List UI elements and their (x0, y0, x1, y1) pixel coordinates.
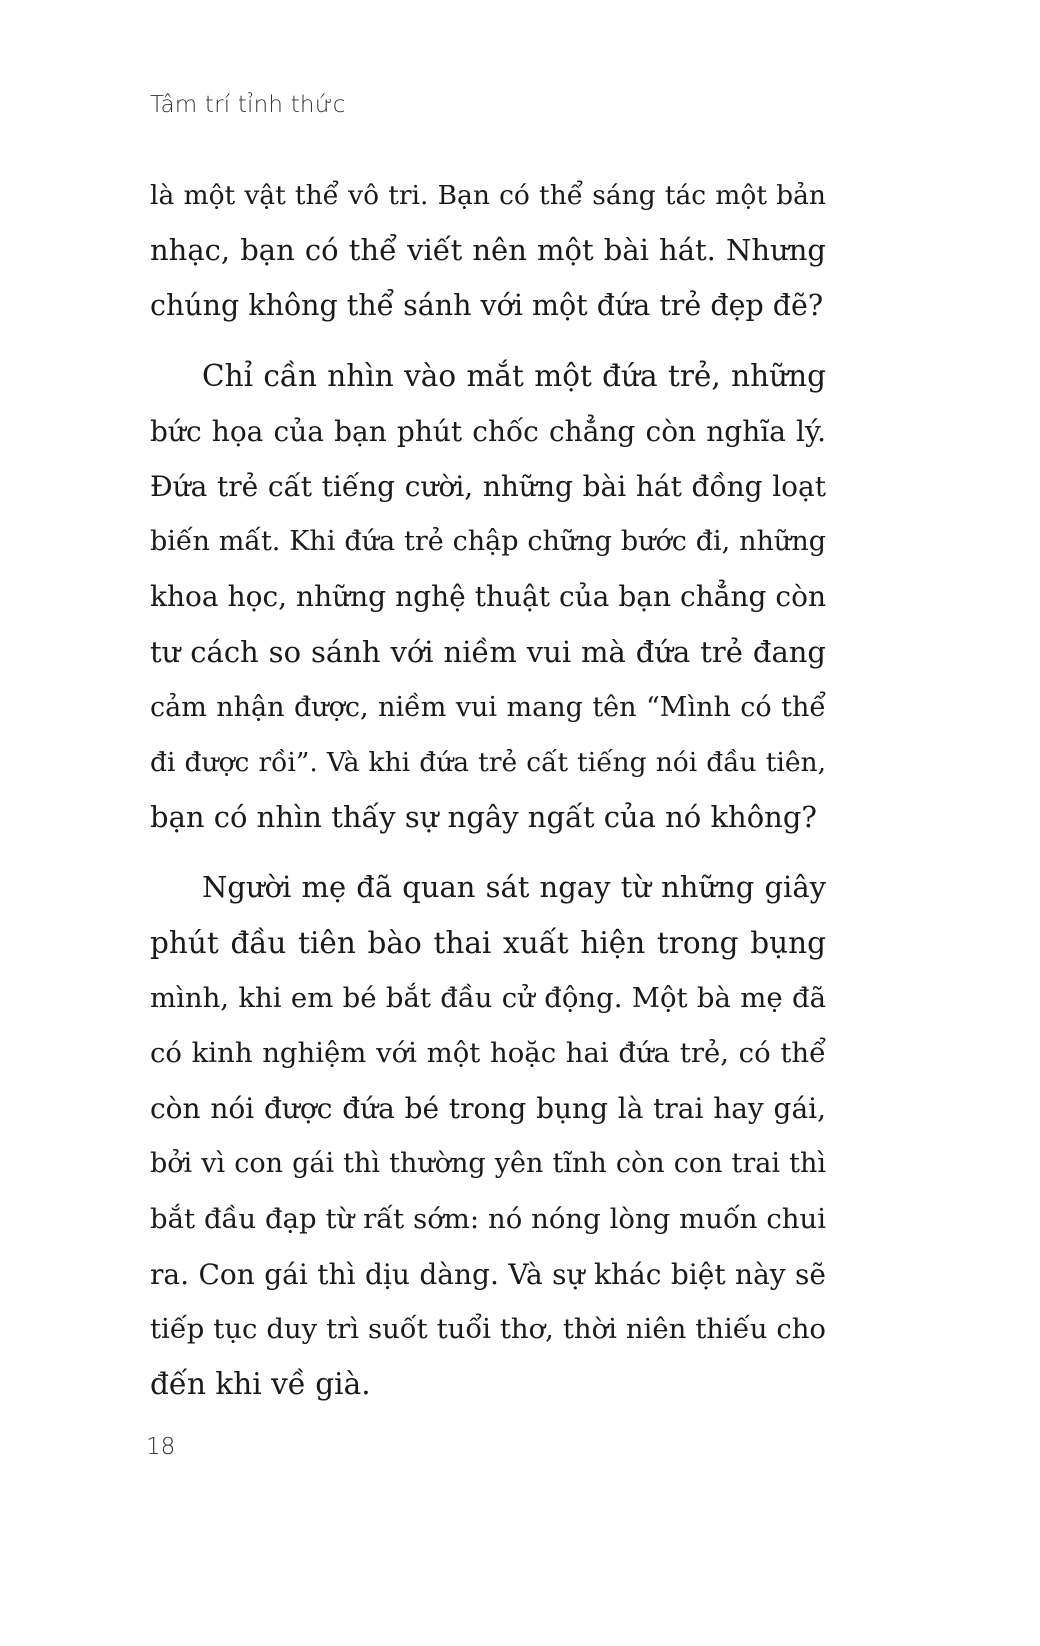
text-line: Người mẹ đã quan sát ngay từ những giây (202, 870, 826, 905)
text-line: khoa học, những nghệ thuật của bạn chẳng còn (150, 580, 826, 614)
text-line: mình, khi em bé bắt đầu cử động. Một bà mẹ đã (150, 981, 826, 1014)
body-text (150, 168, 826, 1427)
text-line: đến khi về già. (150, 1367, 371, 1402)
text-line: cảm nhận được, niềm vui mang tên “Mình có thể (150, 691, 826, 723)
page-number: 18 (146, 1434, 176, 1460)
text-line: chúng không thể sánh với một đứa trẻ đẹp đẽ? (150, 289, 824, 323)
text-line: tiếp tục duy trì suốt tuổi thơ, thời niên thiếu cho (150, 1313, 826, 1346)
text-line: phút đầu tiên bào thai xuất hiện trong bụng (150, 925, 826, 960)
text-line: Đứa trẻ cất tiếng cười, những bài hát đồng loạt (150, 470, 826, 504)
text-line: tư cách so sánh với niềm vui mà đứa trẻ đang (150, 634, 826, 669)
paragraph-1 (150, 168, 826, 334)
text-line: biến mất. Khi đứa trẻ chập chững bước đi, những (150, 526, 826, 558)
text-line: bạn có nhìn thấy sự ngây ngất của nó không? (150, 800, 817, 835)
text-line: bức họa của bạn phút chốc chẳng còn nghĩa lý. (150, 414, 826, 448)
running-header: Tâm trí tỉnh thức (150, 92, 346, 118)
text-line: bắt đầu đạp từ rất sớm: nó nóng lòng muốn chui (150, 1202, 826, 1235)
paragraph-3 (150, 860, 826, 1412)
text-line: nhạc, bạn có thể viết nên một bài hát. Nhưng (150, 233, 826, 268)
text-line: là một vật thể vô tri. Bạn có thể sáng tác một bản (150, 180, 826, 211)
text-line: đi được rồi”. Và khi đứa trẻ cất tiếng nói đầu tiên, (150, 747, 826, 779)
text-line: còn nói được đứa bé trong bụng là trai hay gái, (150, 1092, 826, 1126)
paragraph-2 (150, 349, 826, 846)
text-line: có kinh nghiệm với một hoặc hai đứa trẻ, có thể (150, 1037, 826, 1070)
text-line: ra. Con gái thì dịu dàng. Và sự khác biệt này sẽ (150, 1257, 826, 1291)
text-line: bởi vì con gái thì thường yên tĩnh còn con trai thì (150, 1148, 826, 1180)
text-line: Chỉ cần nhìn vào mắt một đứa trẻ, những (202, 358, 826, 393)
